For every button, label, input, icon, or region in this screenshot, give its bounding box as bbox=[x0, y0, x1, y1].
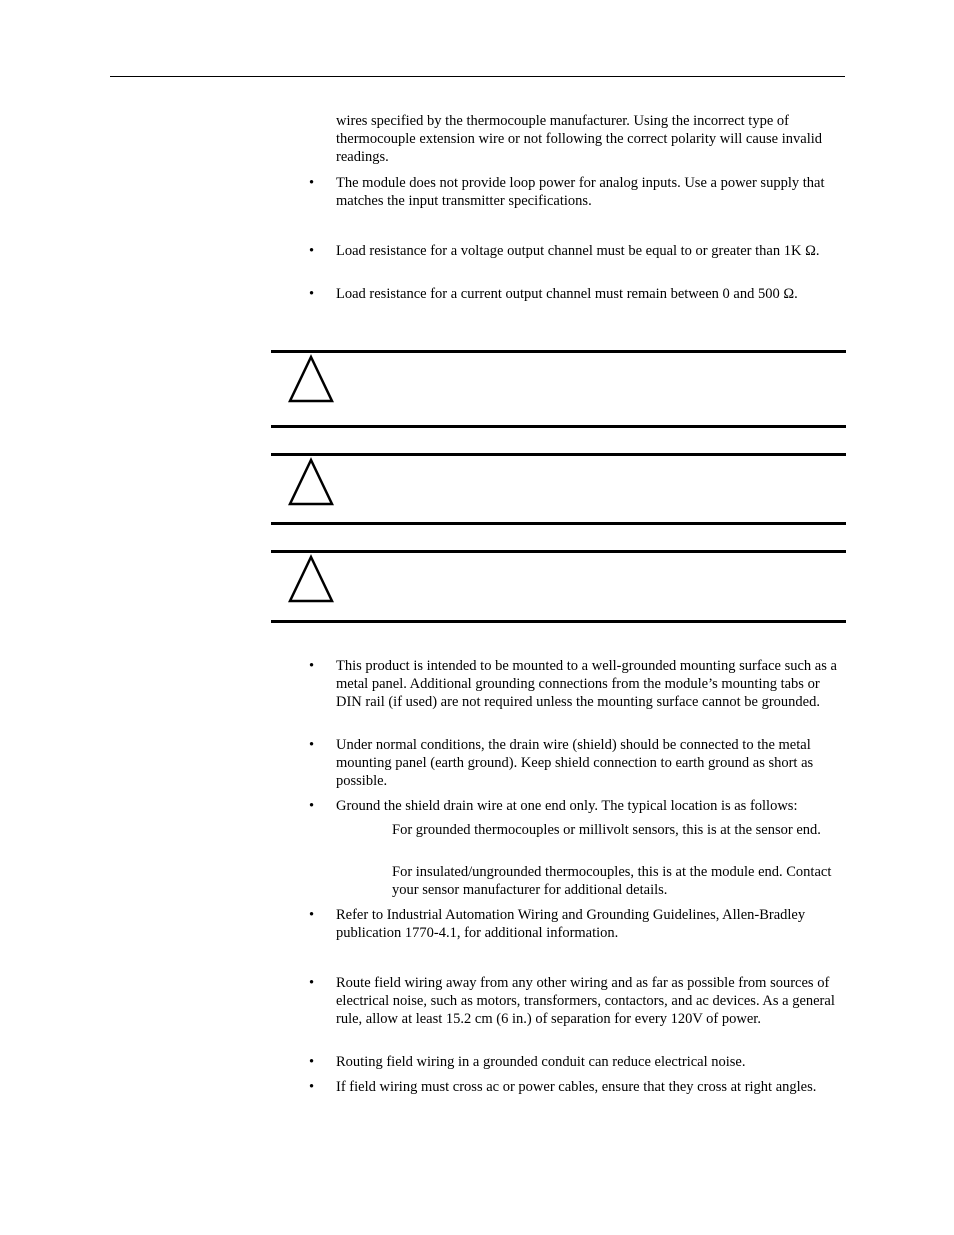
bullet-dot: • bbox=[309, 1054, 315, 1070]
attention-top-rule bbox=[271, 453, 846, 456]
attention-top-rule bbox=[271, 350, 846, 353]
list-item bbox=[309, 974, 844, 1028]
list-item-text: Refer to Industrial Automation Wiring and Grounding Guidelines, Allen-Bradley publication 1770-4.1, for additional information. bbox=[336, 907, 806, 941]
bullet-dot: • bbox=[309, 243, 315, 259]
header-rule bbox=[110, 76, 845, 77]
list-item-text: This product is intended to be mounted to a well-grounded mounting surface such as a metal panel. Additional grounding connections from the module’s mounting tabs or DIN rail (if used) are not required unless the mounting surface cannot be grounded. bbox=[336, 658, 837, 710]
warning-triangle-icon bbox=[287, 554, 335, 604]
bullet-dot: • bbox=[309, 286, 315, 302]
sub-item: For grounded thermocouples or millivolt sensors, this is at the sensor end. bbox=[392, 822, 821, 838]
list-item bbox=[309, 285, 844, 303]
list-item-text: The module does not provide loop power for analog inputs. Use a power supply that matches the input transmitter specifications. bbox=[336, 175, 825, 209]
list-item bbox=[309, 797, 844, 815]
attention-bottom-rule bbox=[271, 620, 846, 623]
list-item-text: Ground the shield drain wire at one end only. The typical location is as follows: bbox=[336, 798, 798, 814]
list-item bbox=[309, 1053, 844, 1071]
list-item-text: Route field wiring away from any other wiring and as far as possible from sources of electrical noise, such as motors, transformers, contactors, and ac devices. As a general rule, allow at least 15.2 cm (6 in.) of separation for every 120V of power. bbox=[336, 975, 835, 1027]
list-item-text: Load resistance for a current output channel must remain between 0 and 500 Ω. bbox=[336, 286, 798, 302]
list-item bbox=[309, 174, 844, 210]
list-item bbox=[309, 242, 844, 260]
warning-triangle-icon bbox=[287, 354, 335, 404]
bullet-dot: • bbox=[309, 658, 315, 674]
intro-continuation: wires specified by the thermocouple manufacturer. Using the incorrect type of thermocouple extension wire or not following the correct polarity will cause invalid readings. bbox=[336, 113, 823, 165]
warning-triangle-icon bbox=[287, 457, 335, 507]
list-item bbox=[309, 657, 844, 711]
bullet-dot: • bbox=[309, 975, 315, 991]
bullet-dot: • bbox=[309, 175, 315, 191]
list-item-text: Under normal conditions, the drain wire (shield) should be connected to the metal mounting panel (earth ground). Keep shield connection to earth ground as short as possible. bbox=[336, 737, 814, 789]
list-item bbox=[309, 1078, 844, 1096]
list-item-text: If field wiring must cross ac or power cables, ensure that they cross at right angles. bbox=[336, 1079, 817, 1095]
bullet-dot: • bbox=[309, 798, 315, 814]
bullet-dot: • bbox=[309, 1079, 315, 1095]
bullet-dot: • bbox=[309, 737, 315, 753]
list-item bbox=[309, 736, 844, 790]
list-item bbox=[309, 906, 844, 942]
attention-bottom-rule bbox=[271, 425, 846, 428]
list-item-text: Routing field wiring in a grounded conduit can reduce electrical noise. bbox=[336, 1054, 746, 1070]
list-item-text: Load resistance for a voltage output channel must be equal to or greater than 1K Ω. bbox=[336, 243, 820, 259]
attention-bottom-rule bbox=[271, 522, 846, 525]
attention-top-rule bbox=[271, 550, 846, 553]
sub-item: For insulated/ungrounded thermocouples, this is at the module end. Contact your sensor manufacturer for additional details. bbox=[392, 864, 832, 898]
bullet-dot: • bbox=[309, 907, 315, 923]
